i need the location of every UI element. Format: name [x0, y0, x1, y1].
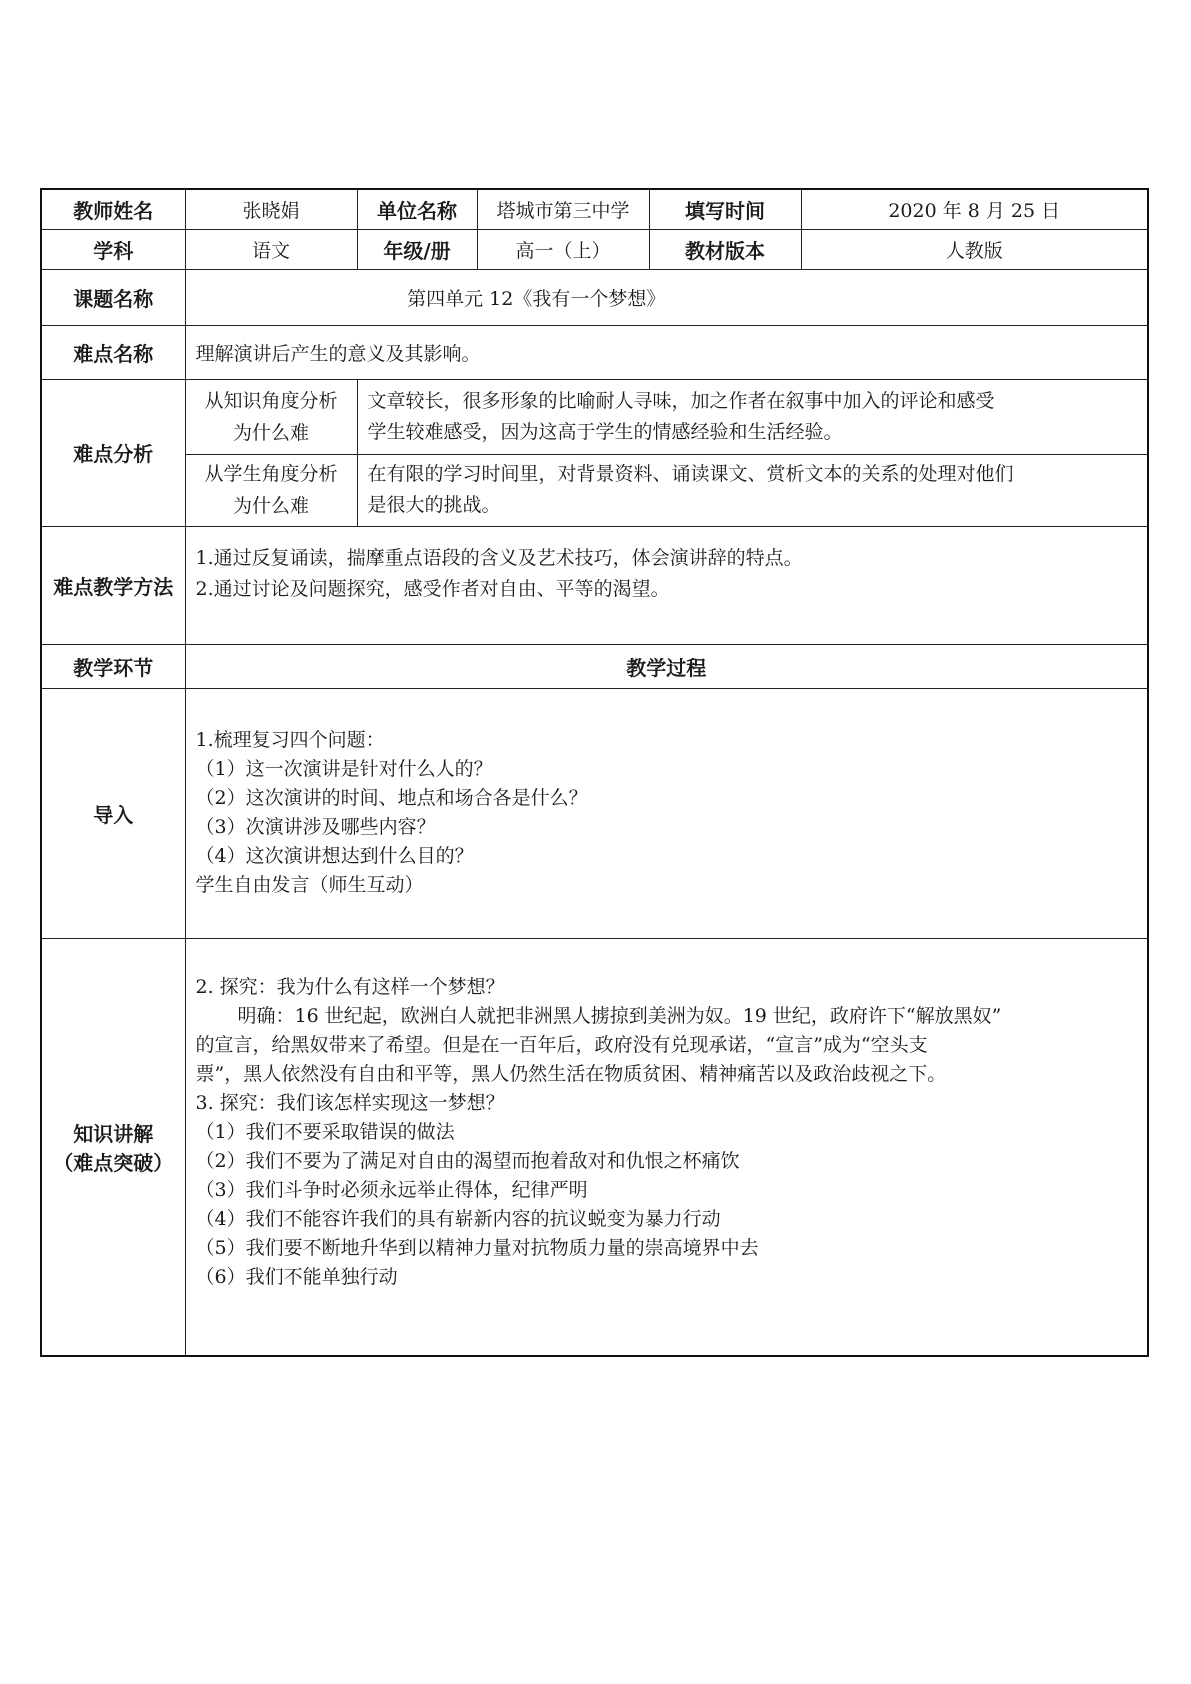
unit-name-value: 塔城市第三中学 — [477, 189, 649, 229]
knowledge-angle-label — [185, 379, 357, 454]
method-value — [185, 526, 1148, 644]
knowledge-item-4: （4）我们不能容许我们的具有崭新内容的抗议蜕变为暴力行动 — [195, 1207, 721, 1230]
row-analysis-student — [41, 454, 1148, 526]
intro-line-2: （1）这一次演讲是针对什么人的？ — [195, 758, 493, 780]
row-intro — [41, 688, 1148, 938]
row-method — [41, 526, 1148, 644]
method-label: 难点教学方法 — [41, 526, 185, 644]
grade-value: 高一（上） — [477, 229, 649, 269]
knowledge-q3: 3. 探究：我们该怎样实现这一梦想？ — [195, 1091, 505, 1114]
knowledge-label-line-1: 知识讲解 — [73, 1121, 154, 1146]
student-angle-label — [185, 454, 357, 526]
method-line-1: 1.通过反复诵读，揣摩重点语段的含义及艺术技巧，体会演讲辞的特点。 — [195, 546, 803, 569]
intro-content — [185, 688, 1148, 938]
row-difficulty — [41, 325, 1148, 379]
teacher-name-label: 教师姓名 — [41, 189, 185, 229]
knowledge-label-line-2: （难点突破） — [53, 1150, 174, 1175]
student-angle-value — [357, 454, 1148, 526]
intro-label: 导入 — [41, 688, 185, 938]
lesson-plan-table — [40, 188, 1149, 1357]
knowledge-q2: 2. 探究：我为什么有这样一个梦想？ — [195, 975, 505, 998]
knowledge-content — [185, 938, 1148, 1356]
row-process-header — [41, 644, 1148, 688]
student-angle-line-2: 为什么难 — [232, 495, 309, 517]
intro-line-6: 学生自由发言（师生互动） — [195, 874, 424, 896]
topic-label: 课题名称 — [41, 269, 185, 325]
knowledge-angle-line-1: 从知识角度分析 — [204, 389, 338, 412]
row-analysis-knowledge — [41, 379, 1148, 454]
row-knowledge — [41, 938, 1148, 1356]
knowledge-item-6: （6）我们不能单独行动 — [195, 1265, 398, 1288]
edition-label: 教材版本 — [649, 229, 801, 269]
knowledge-angle-text-2: 学生较难感受，因为这高于学生的情感经验和生活经验。 — [367, 420, 843, 443]
row-topic — [41, 269, 1148, 325]
unit-name-label: 单位名称 — [357, 189, 477, 229]
edition-value: 人教版 — [801, 229, 1148, 269]
fill-time-value: 2020 年 8 月 25 日 — [801, 189, 1148, 229]
intro-line-4: （3）次演讲涉及哪些内容？ — [195, 816, 436, 838]
subject-value: 语文 — [185, 229, 357, 269]
student-angle-line-1: 从学生角度分析 — [204, 463, 338, 485]
process-header-label: 教学过程 — [185, 644, 1148, 688]
method-line-2: 2.通过讨论及问题探究，感受作者对自由、平等的渴望。 — [195, 577, 670, 600]
intro-line-3: （2）这次演讲的时间、地点和场合各是什么？ — [195, 787, 588, 809]
topic-value — [185, 269, 1148, 325]
stage-header-label: 教学环节 — [41, 644, 185, 688]
intro-line-5: （4）这次演讲想达到什么目的？ — [195, 845, 474, 867]
knowledge-answer-line-3: 票”，黑人依然没有自由和平等，黑人仍然生活在物质贫困、精神痛苦以及政治歧视之下。 — [195, 1062, 947, 1085]
knowledge-angle-value — [357, 379, 1148, 454]
knowledge-item-3: （3）我们斗争时必须永远举止得体，纪律严明 — [195, 1178, 588, 1201]
knowledge-item-5: （5）我们要不断地升华到以精神力量对抗物质力量的崇高境界中去 — [195, 1236, 759, 1259]
student-angle-text-1: 在有限的学习时间里，对背景资料、诵读课文、赏析文本的关系的处理对他们 — [367, 463, 1014, 485]
subject-label: 学科 — [41, 229, 185, 269]
analysis-label: 难点分析 — [41, 379, 185, 526]
topic-text: 第四单元 12《我有一个梦想》 — [407, 287, 666, 310]
difficulty-label: 难点名称 — [41, 325, 185, 379]
knowledge-item-2: （2）我们不要为了满足对自由的渴望而抱着敌对和仇恨之杯痛饮 — [195, 1149, 740, 1172]
difficulty-value: 理解演讲后产生的意义及其影响。 — [185, 325, 1148, 379]
fill-time-label: 填写时间 — [649, 189, 801, 229]
knowledge-angle-line-2: 为什么难 — [232, 421, 309, 444]
intro-line-1: 1.梳理复习四个问题： — [195, 729, 385, 751]
row-subject-info — [41, 229, 1148, 269]
student-angle-text-2: 是很大的挑战。 — [367, 494, 501, 516]
teacher-name-value: 张晓娟 — [185, 189, 357, 229]
knowledge-angle-text-1: 文章较长，很多形象的比喻耐人寻味，加之作者在叙事中加入的评论和感受 — [367, 389, 995, 412]
knowledge-answer-line-1: 明确：16 世纪起，欧洲白人就把非洲黑人掳掠到美洲为奴。19 世纪，政府许下“解放黑奴” — [237, 1004, 1002, 1027]
grade-label: 年级/册 — [357, 229, 477, 269]
row-teacher-info — [41, 189, 1148, 229]
knowledge-answer-line-2: 的宣言，给黑奴带来了希望。但是在一百年后，政府没有兑现承诺，“宣言”成为“空头支 — [195, 1033, 928, 1056]
knowledge-item-1: （1）我们不要采取错误的做法 — [195, 1120, 455, 1143]
knowledge-label — [41, 938, 185, 1356]
